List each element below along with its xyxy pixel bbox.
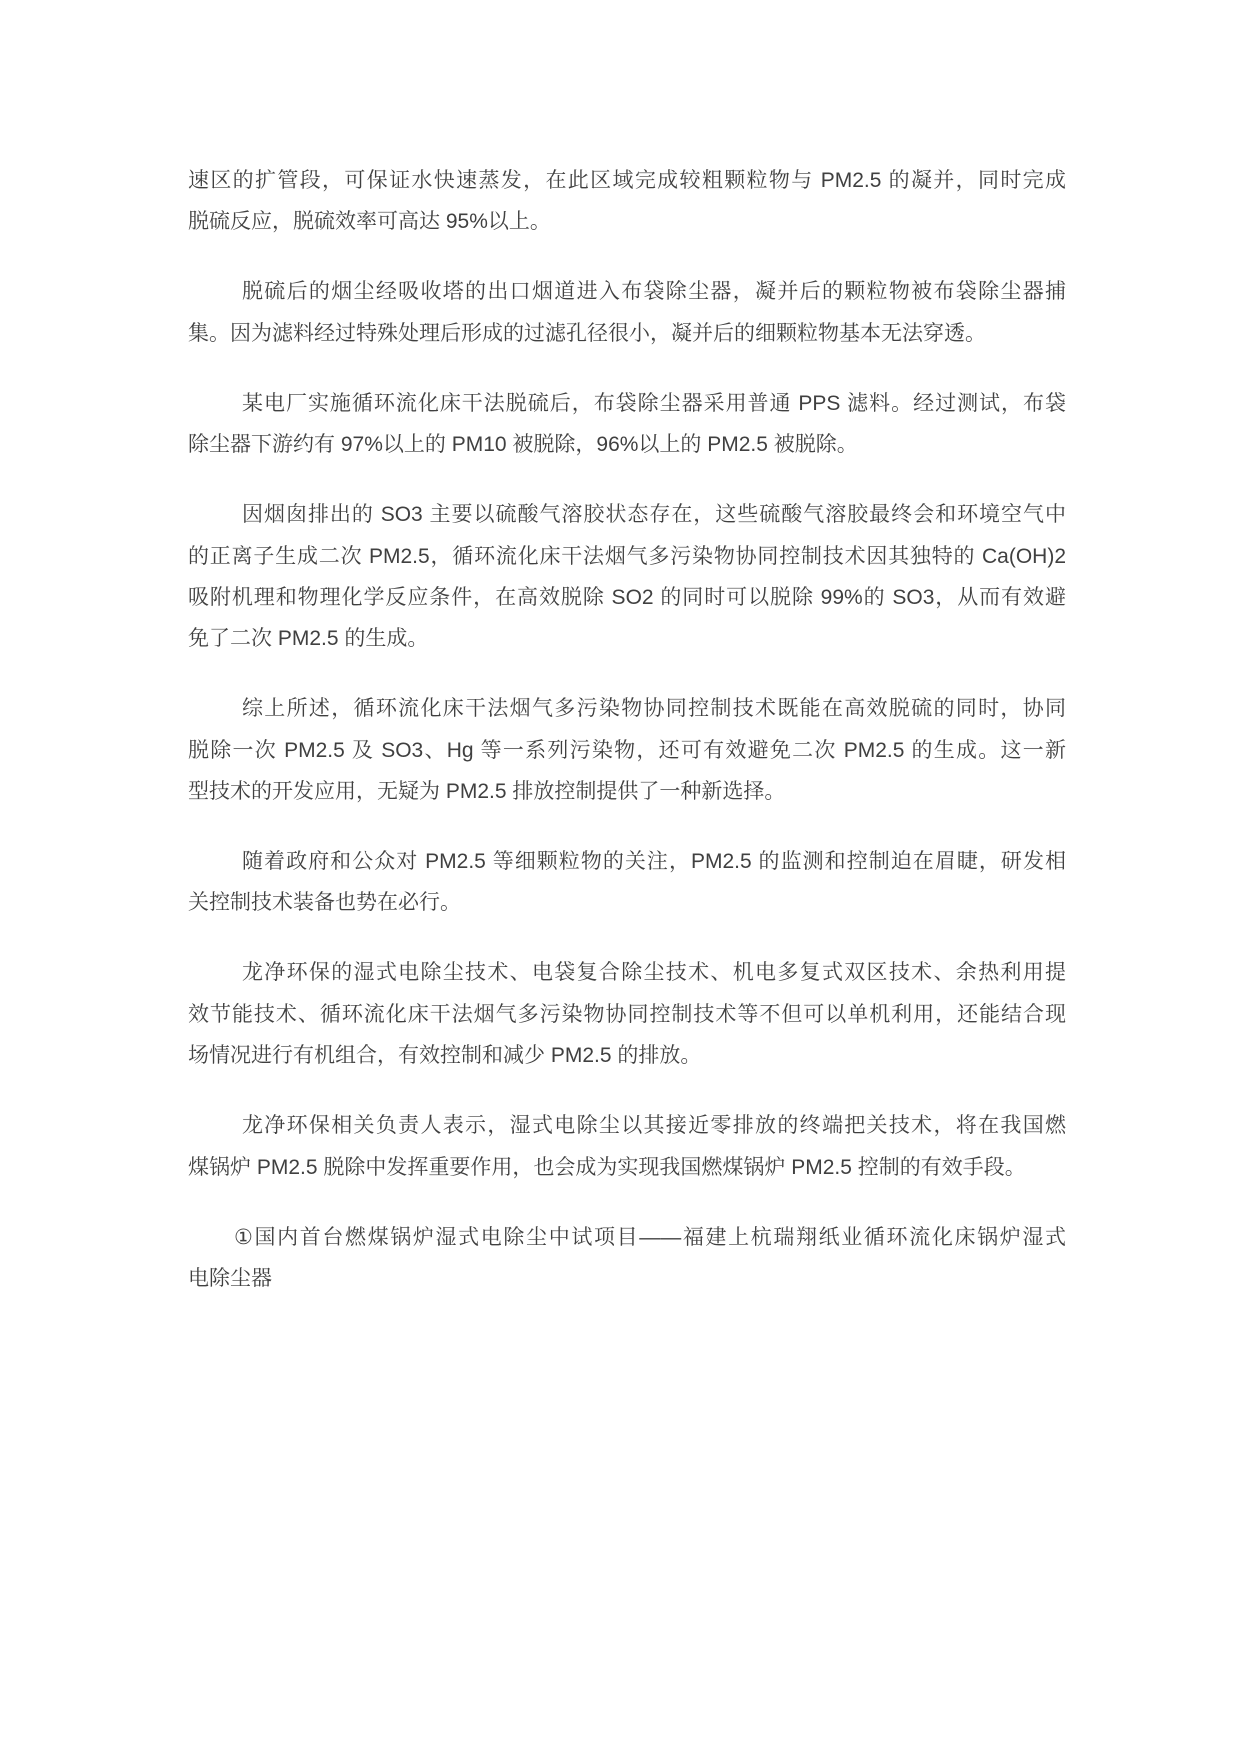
text-line: 吸附机理和物理化学反应条件，在高效脱除 SO2 的同时可以脱除 99%的 SO3，从而有效避 — [188, 585, 1066, 609]
paragraph — [188, 688, 1066, 812]
text-line: 龙净环保的湿式电除尘技术、电袋复合除尘技术、机电多复式双区技术、余热利用提 — [242, 961, 1066, 985]
text-line: 某电厂实施循环流化床干法脱硫后，布袋除尘器采用普通 PPS 滤料。经过测试，布袋 — [242, 391, 1066, 415]
text-line: 脱除一次 PM2.5 及 SO3、Hg 等一系列污染物，还可有效避免二次 PM2.5 的生成。这一新 — [188, 738, 1066, 762]
text-line: 免了二次 PM2.5 的生成。 — [188, 627, 429, 651]
text-line: 关控制技术装备也势在必行。 — [188, 891, 461, 915]
text-line: 效节能技术、循环流化床干法烟气多污染物协同控制技术等不但可以单机利用，还能结合现 — [188, 1002, 1066, 1026]
text-line: 型技术的开发应用，无疑为 PM2.5 排放控制提供了一种新选择。 — [188, 780, 786, 804]
text-line: 场情况进行有机组合，有效控制和减少 PM2.5 的排放。 — [188, 1044, 702, 1068]
text-line: ①国内首台燃煤锅炉湿式电除尘中试项目——福建上杭瑞翔纸业循环流化床锅炉湿式 — [234, 1225, 1066, 1249]
text-line: 的正离子生成二次 PM2.5，循环流化床干法烟气多污染物协同控制技术因其独特的 Ca(OH)2 — [188, 544, 1066, 568]
text-line: 速区的扩管段，可保证水快速蒸发，在此区域完成较粗颗粒物与 PM2.5 的凝并，同时完成 — [188, 169, 1066, 192]
text-line: 综上所述，循环流化床干法烟气多污染物协同控制技术既能在高效脱硫的同时，协同 — [242, 697, 1066, 721]
text-line: 因烟囱排出的 SO3 主要以硫酸气溶胶状态存在，这些硫酸气溶胶最终会和环境空气中 — [242, 503, 1066, 527]
text-line: 脱硫反应，脱硫效率可高达 95%以上。 — [188, 210, 551, 234]
paragraph — [188, 494, 1066, 660]
text-line: 龙净环保相关负责人表示，湿式电除尘以其接近零排放的终端把关技术，将在我国燃 — [242, 1114, 1066, 1138]
text-line: 除尘器下游约有 97%以上的 PM10 被脱除，96%以上的 PM2.5 被脱除。 — [188, 433, 858, 457]
paragraph — [188, 271, 1066, 354]
text-line: 随着政府和公众对 PM2.5 等细颗粒物的关注，PM2.5 的监测和控制迫在眉睫，研发相 — [242, 850, 1066, 874]
paragraph — [188, 1217, 1066, 1300]
text-line: 电除尘器 — [188, 1266, 272, 1290]
paragraph — [188, 160, 1066, 243]
paragraph — [188, 383, 1066, 466]
text-line: 煤锅炉 PM2.5 脱除中发挥重要作用，也会成为实现我国燃煤锅炉 PM2.5 控制的有效手段。 — [188, 1155, 1026, 1179]
paragraph — [188, 1105, 1066, 1188]
paragraph — [188, 841, 1066, 924]
paragraph — [188, 952, 1066, 1076]
text-line: 集。因为滤料经过特殊处理后形成的过滤孔径很小，凝并后的细颗粒物基本无法穿透。 — [188, 321, 986, 345]
document-body — [188, 160, 1066, 1328]
text-line: 脱硫后的烟尘经吸收塔的出口烟道进入布袋除尘器，凝并后的颗粒物被布袋除尘器捕 — [242, 280, 1066, 304]
